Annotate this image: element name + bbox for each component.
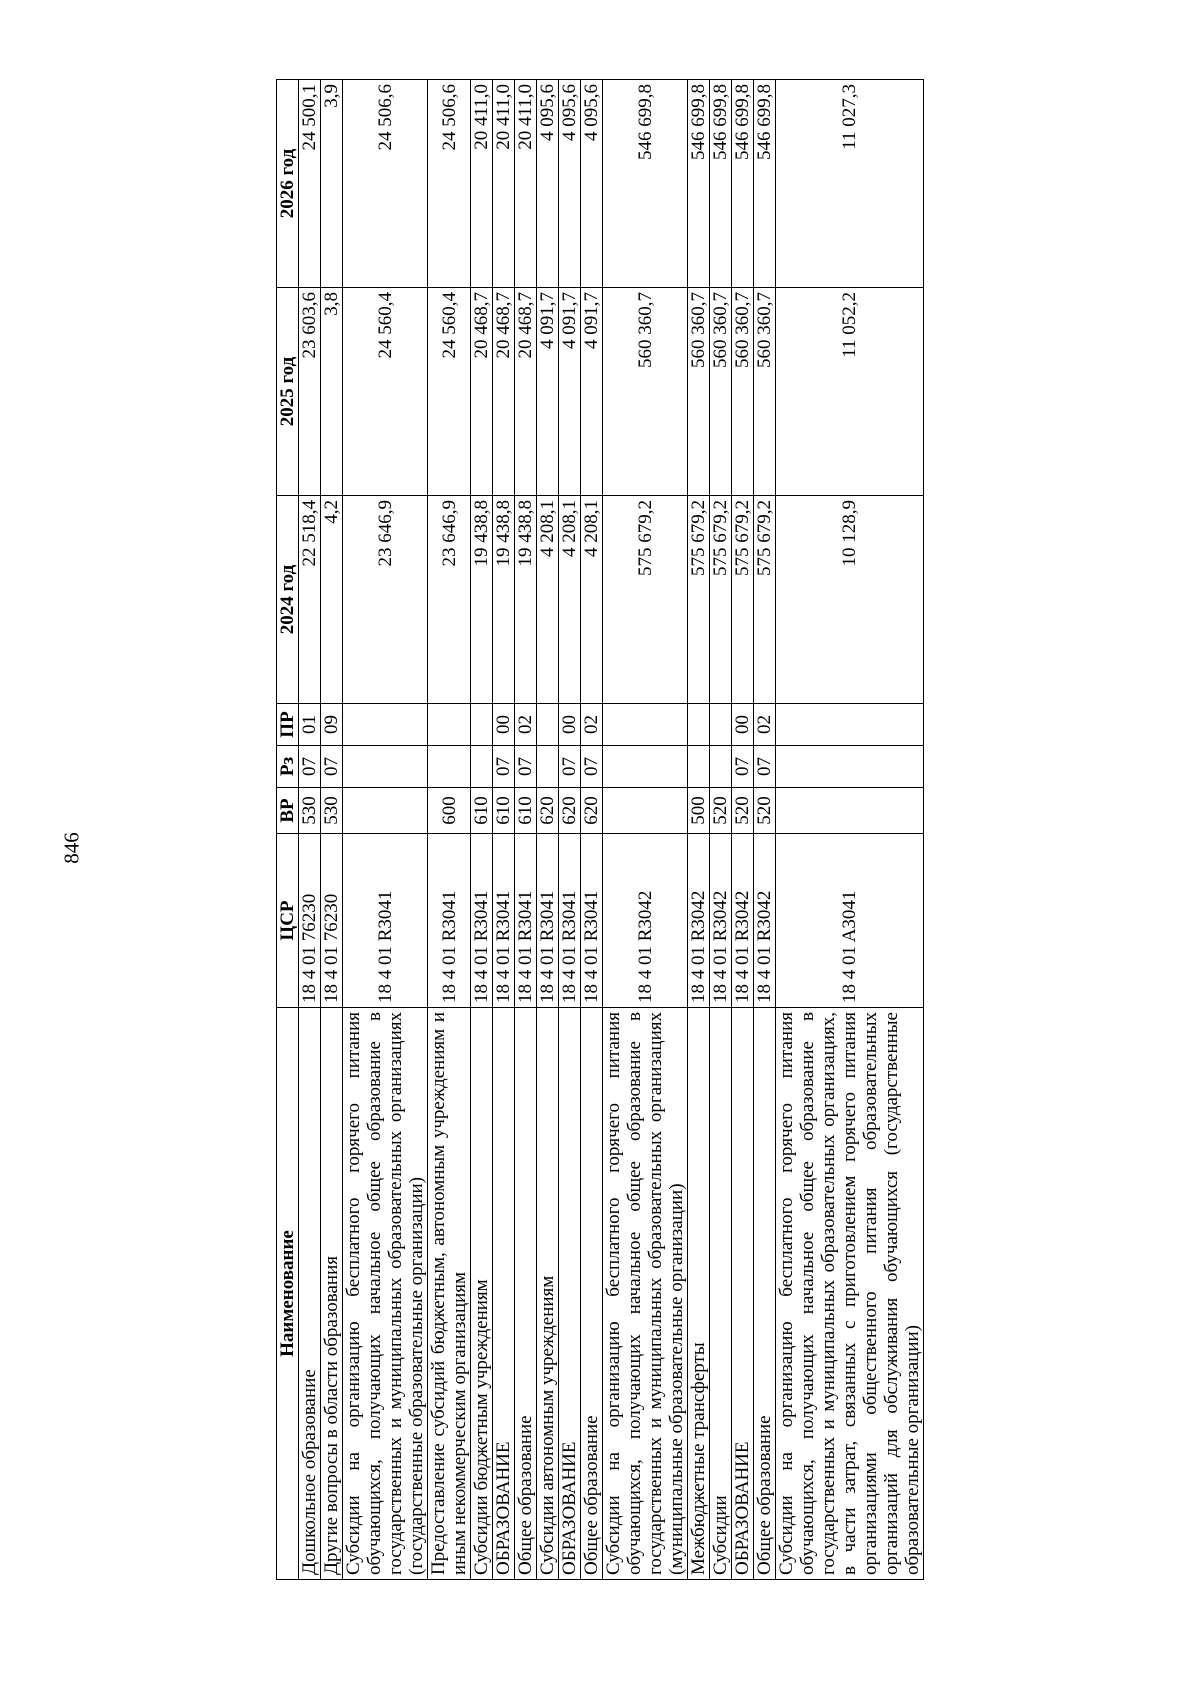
table-row	[471, 80, 493, 1580]
cell-name: Субсидии	[710, 1008, 732, 1580]
cell-name: ОБРАЗОВАНИЕ	[559, 1008, 581, 1580]
cell-pr: 02	[515, 704, 537, 746]
cell-pr	[603, 704, 688, 746]
cell-pr	[471, 704, 493, 746]
cell-vr: 620	[581, 788, 603, 834]
cell-name: Субсидии бюджетным учреждениям	[471, 1008, 493, 1580]
header-vr: ВР	[277, 788, 299, 834]
cell-y2025: 560 360,7	[732, 288, 754, 496]
header-pr: ПР	[277, 704, 299, 746]
cell-rz: 07	[754, 746, 776, 788]
cell-csr: 18 4 01 R3042	[603, 834, 688, 1008]
cell-rz	[537, 746, 559, 788]
cell-y2024: 575 679,2	[710, 496, 732, 704]
cell-csr: 18 4 01 R3041	[343, 834, 428, 1008]
table-row	[515, 80, 537, 1580]
header-rz: Рз	[277, 746, 299, 788]
cell-y2025: 20 468,7	[515, 288, 537, 496]
cell-csr: 18 4 01 R3042	[754, 834, 776, 1008]
cell-y2026: 546 699,8	[710, 80, 732, 288]
cell-csr: 18 4 01 76230	[321, 834, 343, 1008]
table-row	[428, 80, 471, 1580]
cell-csr: 18 4 01 R3041	[471, 834, 493, 1008]
cell-vr: 610	[471, 788, 493, 834]
cell-y2024: 10 128,9	[776, 496, 924, 704]
cell-rz	[688, 746, 710, 788]
cell-vr	[343, 788, 428, 834]
cell-pr: 02	[581, 704, 603, 746]
cell-y2025: 20 468,7	[471, 288, 493, 496]
cell-vr: 610	[515, 788, 537, 834]
cell-y2024: 23 646,9	[428, 496, 471, 704]
cell-name: Общее образование	[515, 1008, 537, 1580]
cell-y2026: 24 500,1	[299, 80, 321, 288]
cell-rz: 07	[493, 746, 515, 788]
header-2024: 2024 год	[277, 496, 299, 704]
cell-name: ОБРАЗОВАНИЕ	[732, 1008, 754, 1580]
cell-y2024: 4 208,1	[537, 496, 559, 704]
table-row	[776, 80, 924, 1580]
cell-pr: 00	[732, 704, 754, 746]
cell-y2026: 4 095,6	[581, 80, 603, 288]
cell-y2026: 24 506,6	[428, 80, 471, 288]
cell-vr	[776, 788, 924, 834]
cell-vr: 620	[559, 788, 581, 834]
cell-rz: 07	[581, 746, 603, 788]
cell-name: Общее образование	[754, 1008, 776, 1580]
table-header-row	[277, 80, 299, 1580]
cell-csr: 18 4 01 R3042	[710, 834, 732, 1008]
cell-y2025: 23 603,6	[299, 288, 321, 496]
budget-table-container	[276, 80, 924, 1580]
cell-vr: 520	[732, 788, 754, 834]
cell-csr: 18 4 01 R3042	[688, 834, 710, 1008]
cell-y2024: 22 518,4	[299, 496, 321, 704]
cell-pr: 00	[493, 704, 515, 746]
table-row	[754, 80, 776, 1580]
cell-y2024: 4,2	[321, 496, 343, 704]
cell-y2025: 11 052,2	[776, 288, 924, 496]
cell-vr: 600	[428, 788, 471, 834]
cell-name: Дошкольное образование	[299, 1008, 321, 1580]
cell-pr	[710, 704, 732, 746]
table-row	[710, 80, 732, 1580]
cell-csr: 18 4 01 R3041	[537, 834, 559, 1008]
cell-pr: 01	[299, 704, 321, 746]
header-2025: 2025 год	[277, 288, 299, 496]
cell-rz	[603, 746, 688, 788]
cell-name: Субсидии на организацию бесплатного горячего питания обучающихся, получающих начальное общее образование в государственных и муниципальных образовательных организациях (муниципальные образовательные организации)	[603, 1008, 688, 1580]
cell-y2025: 3,8	[321, 288, 343, 496]
cell-y2024: 19 438,8	[493, 496, 515, 704]
cell-name: ОБРАЗОВАНИЕ	[493, 1008, 515, 1580]
cell-rz: 07	[321, 746, 343, 788]
cell-rz	[710, 746, 732, 788]
cell-vr: 520	[710, 788, 732, 834]
cell-y2024: 4 208,1	[559, 496, 581, 704]
cell-y2024: 19 438,8	[471, 496, 493, 704]
cell-pr	[688, 704, 710, 746]
cell-vr: 500	[688, 788, 710, 834]
cell-csr: 18 4 01 R3041	[493, 834, 515, 1008]
header-csr: ЦСР	[277, 834, 299, 1008]
cell-y2025: 4 091,7	[537, 288, 559, 496]
cell-y2026: 546 699,8	[688, 80, 710, 288]
cell-name: Субсидии автономным учреждениям	[537, 1008, 559, 1580]
cell-y2026: 4 095,6	[537, 80, 559, 288]
cell-rz: 07	[559, 746, 581, 788]
cell-y2025: 560 360,7	[603, 288, 688, 496]
cell-name: Предоставление субсидий бюджетным, автономным учреждениям и иным некоммерческим организациям	[428, 1008, 471, 1580]
cell-vr: 610	[493, 788, 515, 834]
cell-y2026: 20 411,0	[515, 80, 537, 288]
cell-rz	[428, 746, 471, 788]
table-row	[299, 80, 321, 1580]
cell-y2026: 24 506,6	[343, 80, 428, 288]
cell-y2025: 20 468,7	[493, 288, 515, 496]
table-row	[537, 80, 559, 1580]
cell-y2024: 575 679,2	[688, 496, 710, 704]
cell-y2025: 560 360,7	[710, 288, 732, 496]
cell-name: Межбюджетные трансферты	[688, 1008, 710, 1580]
cell-y2025: 4 091,7	[581, 288, 603, 496]
cell-rz: 07	[732, 746, 754, 788]
cell-csr: 18 4 01 A3041	[776, 834, 924, 1008]
cell-name: Субсидии на организацию бесплатного горячего питания обучающихся, получающих начальное общее образование в государственных и муниципальных образовательных организациях (государственные образовательные организации)	[343, 1008, 428, 1580]
cell-csr: 18 4 01 R3041	[428, 834, 471, 1008]
table-body	[299, 80, 924, 1580]
cell-pr: 09	[321, 704, 343, 746]
table-row	[603, 80, 688, 1580]
cell-y2026: 20 411,0	[471, 80, 493, 288]
cell-pr	[537, 704, 559, 746]
cell-y2024: 575 679,2	[732, 496, 754, 704]
cell-y2025: 560 360,7	[688, 288, 710, 496]
cell-pr	[776, 704, 924, 746]
cell-csr: 18 4 01 R3041	[559, 834, 581, 1008]
cell-y2025: 4 091,7	[559, 288, 581, 496]
cell-y2026: 546 699,8	[732, 80, 754, 288]
cell-vr: 530	[321, 788, 343, 834]
cell-y2024: 19 438,8	[515, 496, 537, 704]
cell-y2026: 546 699,8	[754, 80, 776, 288]
cell-name: Субсидии на организацию бесплатного горячего питания обучающихся, получающих начальное общее образование в государственных и муниципальных образовательных организациях, в части затрат, связанных с приготовлением горячего питания организациями общественного питания образовательных организаций для обслуживания обучающихся (государственные образовательные организации)	[776, 1008, 924, 1580]
cell-y2024: 575 679,2	[603, 496, 688, 704]
table-row	[321, 80, 343, 1580]
cell-pr	[428, 704, 471, 746]
cell-vr: 520	[754, 788, 776, 834]
cell-name: Другие вопросы в области образования	[321, 1008, 343, 1580]
cell-rz: 07	[299, 746, 321, 788]
cell-csr: 18 4 01 76230	[299, 834, 321, 1008]
cell-vr: 620	[537, 788, 559, 834]
cell-rz	[471, 746, 493, 788]
table-row	[559, 80, 581, 1580]
cell-vr: 530	[299, 788, 321, 834]
cell-pr: 00	[559, 704, 581, 746]
cell-csr: 18 4 01 R3042	[732, 834, 754, 1008]
cell-vr	[603, 788, 688, 834]
cell-y2025: 24 560,4	[428, 288, 471, 496]
cell-y2025: 24 560,4	[343, 288, 428, 496]
table-row	[688, 80, 710, 1580]
cell-csr: 18 4 01 R3041	[581, 834, 603, 1008]
header-2026: 2026 год	[277, 80, 299, 288]
cell-rz	[343, 746, 428, 788]
cell-y2026: 3,9	[321, 80, 343, 288]
table-row	[732, 80, 754, 1580]
cell-name: Общее образование	[581, 1008, 603, 1580]
cell-y2025: 560 360,7	[754, 288, 776, 496]
table-row	[581, 80, 603, 1580]
header-name: Наименование	[277, 1008, 299, 1580]
table-row	[493, 80, 515, 1580]
cell-y2026: 4 095,6	[559, 80, 581, 288]
cell-rz: 07	[515, 746, 537, 788]
page-number: 846	[59, 832, 84, 864]
table-row	[343, 80, 428, 1580]
cell-y2024: 4 208,1	[581, 496, 603, 704]
budget-table	[276, 79, 924, 1580]
cell-pr: 02	[754, 704, 776, 746]
cell-csr: 18 4 01 R3041	[515, 834, 537, 1008]
cell-y2026: 546 699,8	[603, 80, 688, 288]
cell-y2026: 11 027,3	[776, 80, 924, 288]
cell-y2024: 23 646,9	[343, 496, 428, 704]
cell-y2026: 20 411,0	[493, 80, 515, 288]
cell-y2024: 575 679,2	[754, 496, 776, 704]
cell-pr	[343, 704, 428, 746]
cell-rz	[776, 746, 924, 788]
